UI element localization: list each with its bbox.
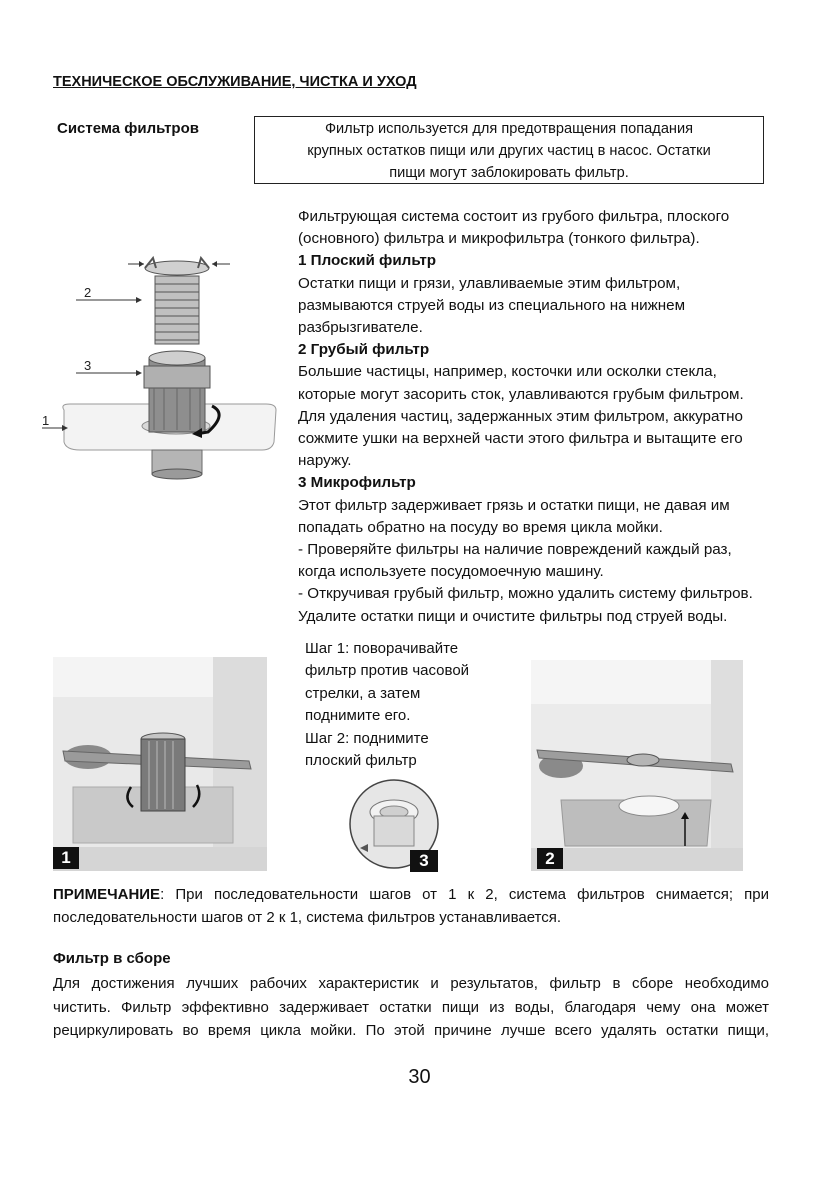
photo-step-2 — [531, 660, 743, 871]
photo-step-3 — [346, 778, 442, 874]
assembly-line: Для достижения лучших рабочих характеристик и результатов, фильтр в сборе необходимо — [53, 975, 769, 992]
assembly-paragraph — [53, 972, 769, 1043]
text-line: Большие частицы, например, косточки или осколки стекла, — [298, 363, 717, 381]
text-line: разбрызгивателе. — [298, 319, 423, 337]
intro-line: (основного) фильтра и микрофильтра (тонкого фильтра). — [298, 230, 700, 248]
text-line: которые могут засорить сток, улавливаются грубым фильтром. — [298, 385, 744, 403]
note-label: ПРИМЕЧАНИЕ — [53, 886, 161, 903]
step-badge-3: 3 — [410, 850, 438, 872]
text-line: наружу. — [298, 452, 352, 470]
heading-micro-filter: 3 Микрофильтр — [298, 474, 416, 492]
note-paragraph — [53, 883, 769, 929]
step-line: плоский фильтр — [305, 752, 417, 770]
step-line: стрелки, а затем — [305, 684, 421, 702]
diagram-label-2: 2 — [84, 285, 92, 300]
assembly-line: чистить. Фильтр эффективно задерживает остатки пищи из воды, благодаря чему она может — [53, 998, 769, 1016]
info-box-line: пищи могут заблокировать фильтр. — [389, 165, 629, 181]
step-line: поднимите его. — [305, 707, 411, 725]
page-number: 30 — [408, 1066, 431, 1088]
filter-diagram — [36, 238, 286, 484]
step-badge-1: 1 — [53, 847, 79, 869]
text-line: - Откручивая грубый фильтр, можно удалить систему фильтров. — [298, 585, 753, 603]
text-line: сожмите ушки на верхней части этого фильтра и вытащите его — [298, 430, 743, 448]
info-box — [254, 116, 764, 184]
note-text: : При последовательности шагов от 1 к 2, система фильтров снимается; при — [160, 886, 769, 903]
text-line: попадать обратно на посуду во время цикла мойки. — [298, 518, 663, 536]
text-line: - Проверяйте фильтры на наличие повреждений каждый раз, — [298, 541, 732, 559]
step-line: Шаг 2: поднимите — [305, 729, 429, 747]
diagram-label-1: 1 — [42, 413, 50, 428]
heading-coarse-filter: 2 Грубый фильтр — [298, 341, 430, 359]
intro-line: Фильтрующая система состоит из грубого фильтра, плоского — [298, 208, 730, 225]
text-line: когда используете посудомоечную машину. — [298, 563, 604, 581]
text-line: Для удаления частиц, задержанных этим фильтром, аккуратно — [298, 407, 743, 425]
assembly-line: рециркулировать во время цикла мойки. По этой причине лучше всего удалять остатки пищи, — [53, 1022, 769, 1039]
assembly-heading: Фильтр в сборе — [53, 950, 171, 967]
photo-step-1 — [53, 657, 267, 871]
section-label: Система фильтров — [57, 120, 199, 137]
filter-description — [298, 206, 768, 628]
step-line: фильтр против часовой — [305, 662, 470, 680]
heading-flat-filter: 1 Плоский фильтр — [298, 252, 437, 270]
text-line: размываются струей воды из специального на нижнем — [298, 296, 686, 314]
info-box-line: Фильтр используется для предотвращения попадания — [324, 121, 694, 137]
page-title: ТЕХНИЧЕСКОЕ ОБСЛУЖИВАНИЕ, ЧИСТКА И УХОД — [53, 74, 417, 90]
step-line: Шаг 1: поворачивайте — [305, 640, 459, 657]
steps-text — [305, 638, 469, 772]
text-line: Этот фильтр задерживает грязь и остатки пищи, не давая им — [298, 496, 730, 514]
text-line: Удалите остатки пищи и очистите фильтры под струей воды. — [298, 607, 728, 625]
diagram-label-3: 3 — [84, 358, 92, 373]
text-line: Остатки пищи и грязи, улавливаемые этим фильтром, — [298, 274, 681, 292]
note-line-1 — [53, 883, 769, 906]
note-line-2: последовательности шагов от 2 к 1, система фильтров устанавливается. — [53, 909, 562, 926]
info-box-line: крупных остатков пищи или других частиц в насос. Остатки — [307, 143, 711, 159]
step-badge-2: 2 — [537, 848, 563, 869]
